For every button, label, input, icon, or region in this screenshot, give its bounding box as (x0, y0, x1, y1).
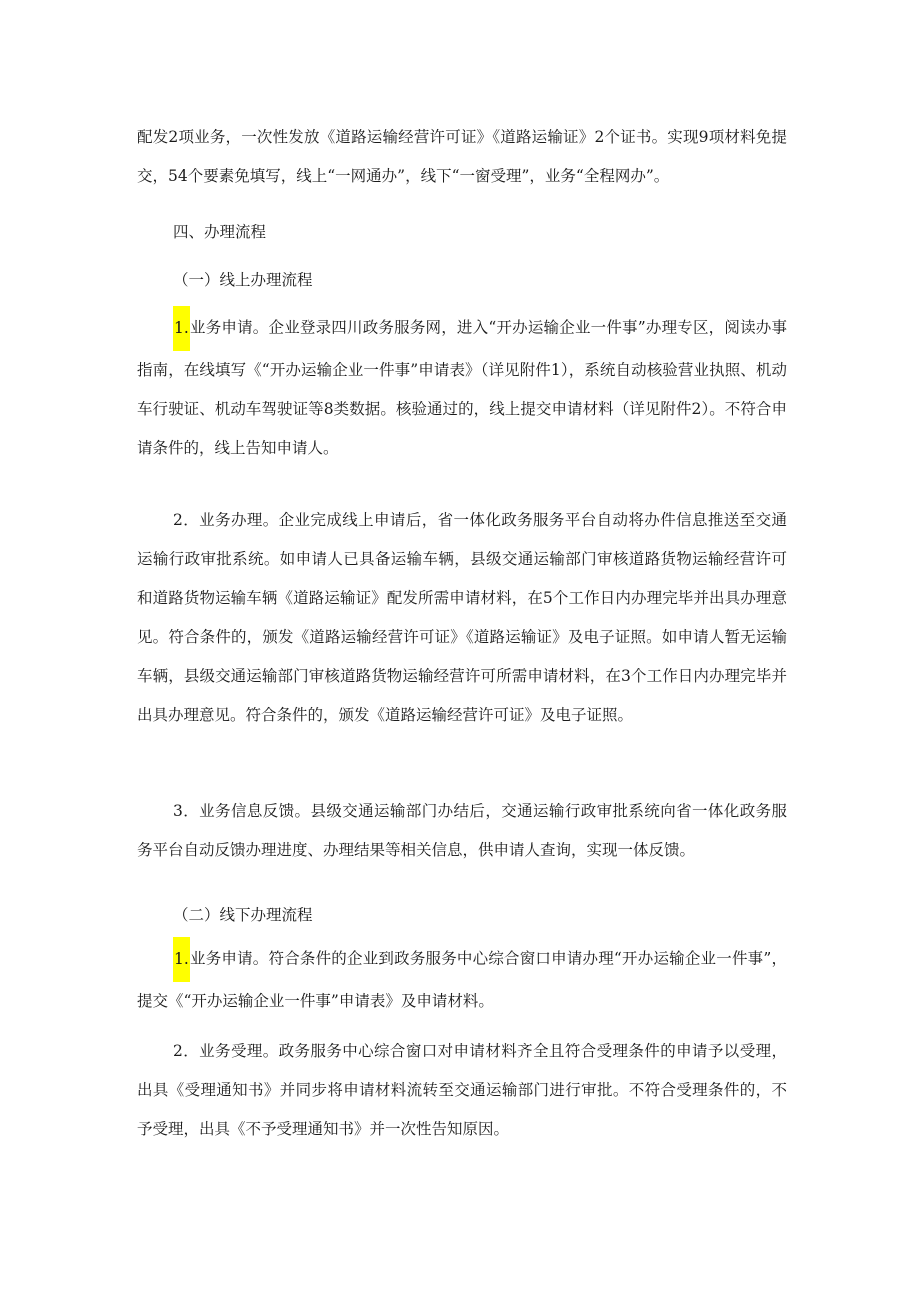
paragraph-offline-step-1 (137, 937, 787, 1021)
highlight-mark: 1. (173, 306, 190, 351)
paragraph-online-step-2: 2．业务办理。企业完成线上申请后，省一体化政务服务平台自动将办件信息推送至交通运输行政审批系统。如申请人已具备运输车辆，县级交通运输部门审核道路货物运输经营许可和道路货物运输车辆《道路运输证》配发所需申请材料，在5个工作日内办理完毕并出具办理意见。符合条件的，颁发《道路运输经营许可证》《道路运输证》及电子证照。如申请人暂无运输车辆，县级交通运输部门审核道路货物运输经营许可所需申请材料，在3个工作日内办理完毕并出具办理意见。符合条件的，颁发《道路运输经营许可证》及电子证照。 (137, 511, 787, 724)
heading-online-process: （一）线上办理流程 (173, 271, 313, 289)
paragraph-intro: 配发2项业务，一次性发放《道路运输经营许可证》《道路运输证》2个证书。实现9项材料免提交，54个要素免填写，线上“一网通办”，线下“一窗受理”，业务“全程网办”。 (137, 128, 787, 185)
paragraph-offline-step-2: 2．业务受理。政务服务中心综合窗口对申请材料齐全且符合受理条件的申请予以受理，出具《受理通知书》并同步将申请材料流转至交通运输部门进行审批。不符合受理条件的，不予受理，出具《不予受理通知书》并一次性告知原因。 (137, 1042, 787, 1138)
heading-section-4: 四、办理流程 (173, 223, 267, 241)
online-step-1-text: 业务申请。企业登录四川政务服务网，进入“开办运输企业一件事”办理专区，阅读办事指南，在线填写《“开办运输企业一件事”申请表》（详见附件1），系统自动核验营业执照、机动车行驶证、机动车驾驶证等8类数据。核验通过的，线上提交申请材料（详见附件2）。不符合申请条件的，线上告知申请人。 (137, 318, 787, 457)
heading-offline-process: （二）线下办理流程 (173, 906, 313, 924)
paragraph-online-step-3: 3．业务信息反馈。县级交通运输部门办结后，交通运输行政审批系统向省一体化政务服务平台自动反馈办理进度、办理结果等相关信息，供申请人查询，实现一体反馈。 (137, 802, 787, 859)
highlight-mark: 1. (173, 937, 190, 982)
offline-step-1-text: 业务申请。符合条件的企业到政务服务中心综合窗口申请办理“开办运输企业一件事”，提交《“开办运输企业一件事”申请表》及申请材料。 (137, 949, 787, 1010)
paragraph-online-step-1 (137, 306, 787, 468)
